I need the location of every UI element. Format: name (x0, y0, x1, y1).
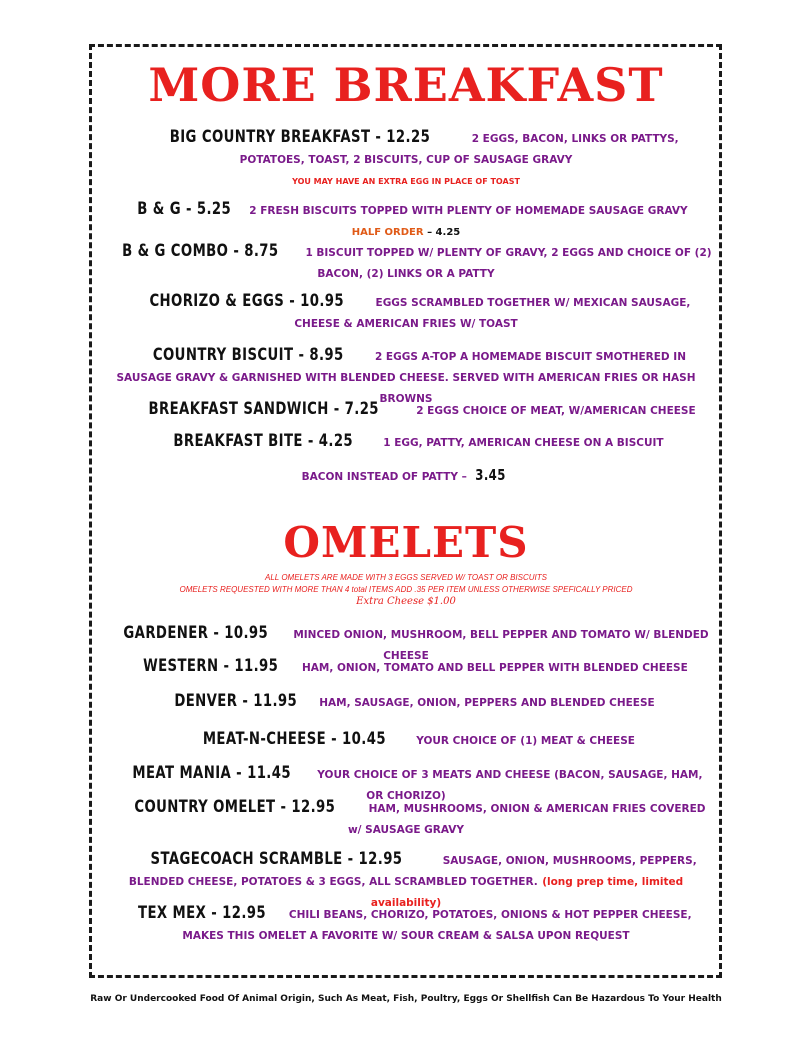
bacon-upgrade (100, 466, 712, 487)
menu-item-breakfast-sandwich (100, 400, 712, 421)
item-name: CHORIZO & EGGS - 10.95 (149, 291, 344, 311)
item-name: TEX MEX - 12.95 (138, 903, 267, 923)
item-name: COUNTRY OMELET - 12.95 (134, 797, 336, 817)
item-desc: EGGS SCRAMBLED TOGETHER W/ MEXICAN SAUSAGE, CHEESE & AMERICAN FRIES W/ TOAST (294, 297, 691, 330)
menu-item-breakfast-bite (100, 432, 712, 453)
menu-item-denver (100, 692, 712, 713)
menu-item-tex-mex (100, 904, 712, 946)
omelet-note-1: ALL OMELETS ARE MADE WITH 3 EGGS SERVED W/ TOAST OR BISCUITS (265, 573, 547, 582)
menu-item-big-country-breakfast (100, 128, 712, 191)
item-name: GARDENER - 10.95 (123, 623, 269, 643)
menu-item-chorizo-and-eggs (100, 292, 712, 334)
item-name: WESTERN - 11.95 (143, 656, 279, 676)
item-desc: MINCED ONION, MUSHROOM, BELL PEPPER AND TOMATO W/ BLENDED CHEESE (293, 629, 709, 662)
menu-item-b-and-g-combo (100, 242, 712, 284)
omelets-title: OMELETS (283, 518, 529, 567)
item-availability-note: (long prep time, limited availability) (370, 876, 684, 909)
item-desc: CHILI BEANS, CHORIZO, POTATOES, ONIONS & HOT PEPPER CHEESE, MAKES THIS OMELET A FAVORITE W/ SOUR CREAM & SALSA UPON REQUEST (182, 909, 692, 942)
menu-item-meat-n-cheese (100, 730, 712, 751)
item-desc: HAM, SAUSAGE, ONION, PEPPERS AND BLENDED CHEESE (319, 697, 655, 709)
item-desc: 2 EGGS A-TOP A HOMEMADE BISCUIT SMOTHERED IN SAUSAGE GRAVY & GARNISHED WITH BLENDED CHEESE. SERVED WITH AMERICAN FRIES OR HASH BROWNS (116, 351, 696, 405)
menu-item-country-omelet (100, 798, 712, 840)
item-name: B & G COMBO - 8.75 (122, 241, 279, 261)
item-desc: 1 BISCUIT TOPPED W/ PLENTY OF GRAVY, 2 EGGS AND CHOICE OF (2) BACON, (2) LINKS OR A PATTY (305, 247, 712, 280)
item-name: MEAT-N-CHEESE - 10.45 (202, 729, 386, 749)
item-name: BREAKFAST SANDWICH - 7.25 (148, 399, 380, 419)
item-name: DENVER - 11.95 (174, 691, 298, 711)
item-desc: HAM, ONION, TOMATO AND BELL PEPPER WITH BLENDED CHEESE (301, 662, 688, 674)
omelet-note-2: OMELETS REQUESTED WITH MORE THAN 4 total ITEMS ADD .35 PER ITEM UNLESS OTHERWISE SPEFICALLY PRICED (179, 585, 633, 594)
item-desc: 1 EGG, PATTY, AMERICAN CHEESE ON A BISCUIT (383, 437, 664, 449)
item-desc: SAUSAGE, ONION, MUSHROOMS, PEPPERS, BLENDED CHEESE, POTATOES & 3 EGGS, ALL SCRAMBLED TOGETHER. (128, 855, 697, 888)
item-name: MEAT MANIA - 11.45 (131, 763, 291, 783)
bacon-upgrade-price: 3.45 (475, 466, 507, 484)
half-order (352, 227, 460, 238)
item-desc: YOUR CHOICE OF 3 MEATS AND CHEESE (BACON, SAUSAGE, HAM, OR CHORIZO) (317, 769, 703, 802)
item-name: BIG COUNTRY BREAKFAST - 12.25 (170, 127, 431, 147)
item-desc: 2 EGGS, BACON, LINKS OR PATTYS, POTATOES, TOAST, 2 BISCUITS, CUP OF SAUSAGE GRAVY (239, 133, 679, 166)
breakfast-title: MORE BREAKFAST (148, 58, 664, 112)
bacon-upgrade-text: BACON INSTEAD OF PATTY – (301, 471, 467, 483)
item-name: COUNTRY BISCUIT - 8.95 (152, 345, 344, 365)
item-desc: HAM, MUSHROOMS, ONION & AMERICAN FRIES COVERED w/ SAUSAGE GRAVY (347, 803, 706, 836)
extra-cheese: Extra Cheese $1.00 (356, 596, 456, 607)
menu-item-western (100, 657, 712, 678)
item-name: STAGECOACH SCRAMBLE - 12.95 (150, 849, 403, 869)
item-note: YOU MAY HAVE AN EXTRA EGG IN PLACE OF TOAST (292, 177, 520, 186)
item-desc: 2 FRESH BISCUITS TOPPED WITH PLENTY OF HOMEMADE SAUSAGE GRAVY (249, 205, 688, 217)
item-name: B & G - 5.25 (137, 199, 232, 219)
item-desc: 2 EGGS CHOICE OF MEAT, W/AMERICAN CHEESE (416, 405, 696, 417)
item-name: BREAKFAST BITE - 4.25 (173, 431, 354, 451)
half-order-label: HALF ORDER (351, 227, 424, 238)
item-desc: YOUR CHOICE OF (1) MEAT & CHEESE (416, 735, 635, 747)
menu-item-b-and-g (100, 200, 712, 242)
half-order-price: – 4.25 (427, 227, 461, 238)
health-disclaimer: Raw Or Undercooked Food Of Animal Origin, Such As Meat, Fish, Poultry, Eggs Or Shellfish Can Be Hazardous To Your Health (90, 994, 722, 1004)
